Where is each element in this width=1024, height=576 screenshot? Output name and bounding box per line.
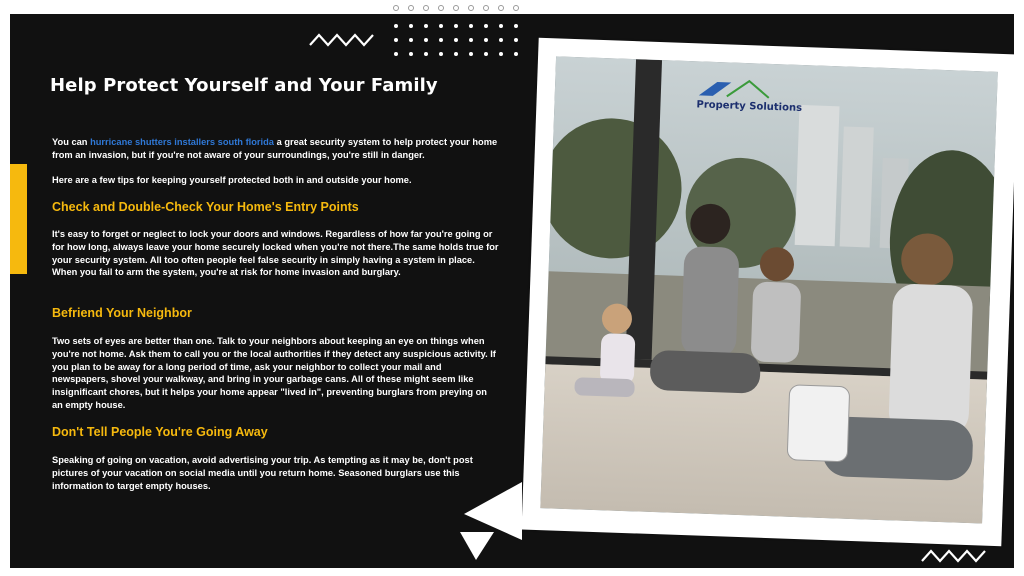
- intro-paragraph: [52, 136, 500, 162]
- zigzag-decoration-icon: [920, 548, 992, 564]
- company-logo: [696, 77, 807, 121]
- company-logo-text: Property Solutions: [696, 99, 803, 115]
- intro-link[interactable]: hurricane shutters installers south florida: [90, 137, 274, 147]
- page-title: Help Protect Yourself and Your Family: [50, 75, 438, 96]
- section-body: Speaking of going on vacation, avoid advertising your trip. As tempting as it may be, don't post pictures of your vacation on social media until you return home. Seasoned burglars use this information to target empty houses.: [52, 455, 473, 491]
- photo-frame: [522, 38, 1014, 546]
- triangle-decoration-icon: [450, 480, 530, 564]
- dot-outline-decoration-icon: [392, 2, 526, 14]
- tips-intro: Here are a few tips for keeping yourself protected both in and outside your home.: [52, 175, 412, 185]
- family-window-illustration: [540, 56, 998, 523]
- dot-grid-decoration-icon: [392, 20, 526, 60]
- section-body: It's easy to forget or neglect to lock your doors and windows. Regardless of how far you're going or for how long, always leave your home securely locked when you're not there.The same holds true for your security system. All too often people feel false security in simply having a system in place. When you fail to arm the system, you're at risk for home invasion and burglary.: [52, 229, 499, 278]
- section-heading: Check and Double-Check Your Home's Entry Points: [52, 200, 359, 214]
- zigzag-decoration-icon: [308, 32, 378, 48]
- section-heading: Befriend Your Neighbor: [52, 306, 192, 320]
- slide: [10, 14, 1014, 568]
- intro-prefix: You can: [52, 137, 91, 147]
- section-body: Two sets of eyes are better than one. Talk to your neighbors about keeping an eye on things when you're not home. Ask them to call you or the local authorities if they detect any suspicious activity. If you plan to be away for a long period of time, ask your neighbor to collect your mail and newspapers, shovel your walkway, and bring in your garbage cans. All of these might seem like insignificant chores, but it helps your home appear "lived in", preventing burglars from preying on an empty house.: [52, 336, 496, 410]
- intro-suffix: a great security system to help protect your home from an invasion, but if you're not aware of your surroundings, you're still in danger.: [52, 137, 498, 160]
- accent-tab: [10, 164, 27, 274]
- section-heading: Don't Tell People You're Going Away: [52, 425, 268, 439]
- family-photo: [540, 56, 998, 523]
